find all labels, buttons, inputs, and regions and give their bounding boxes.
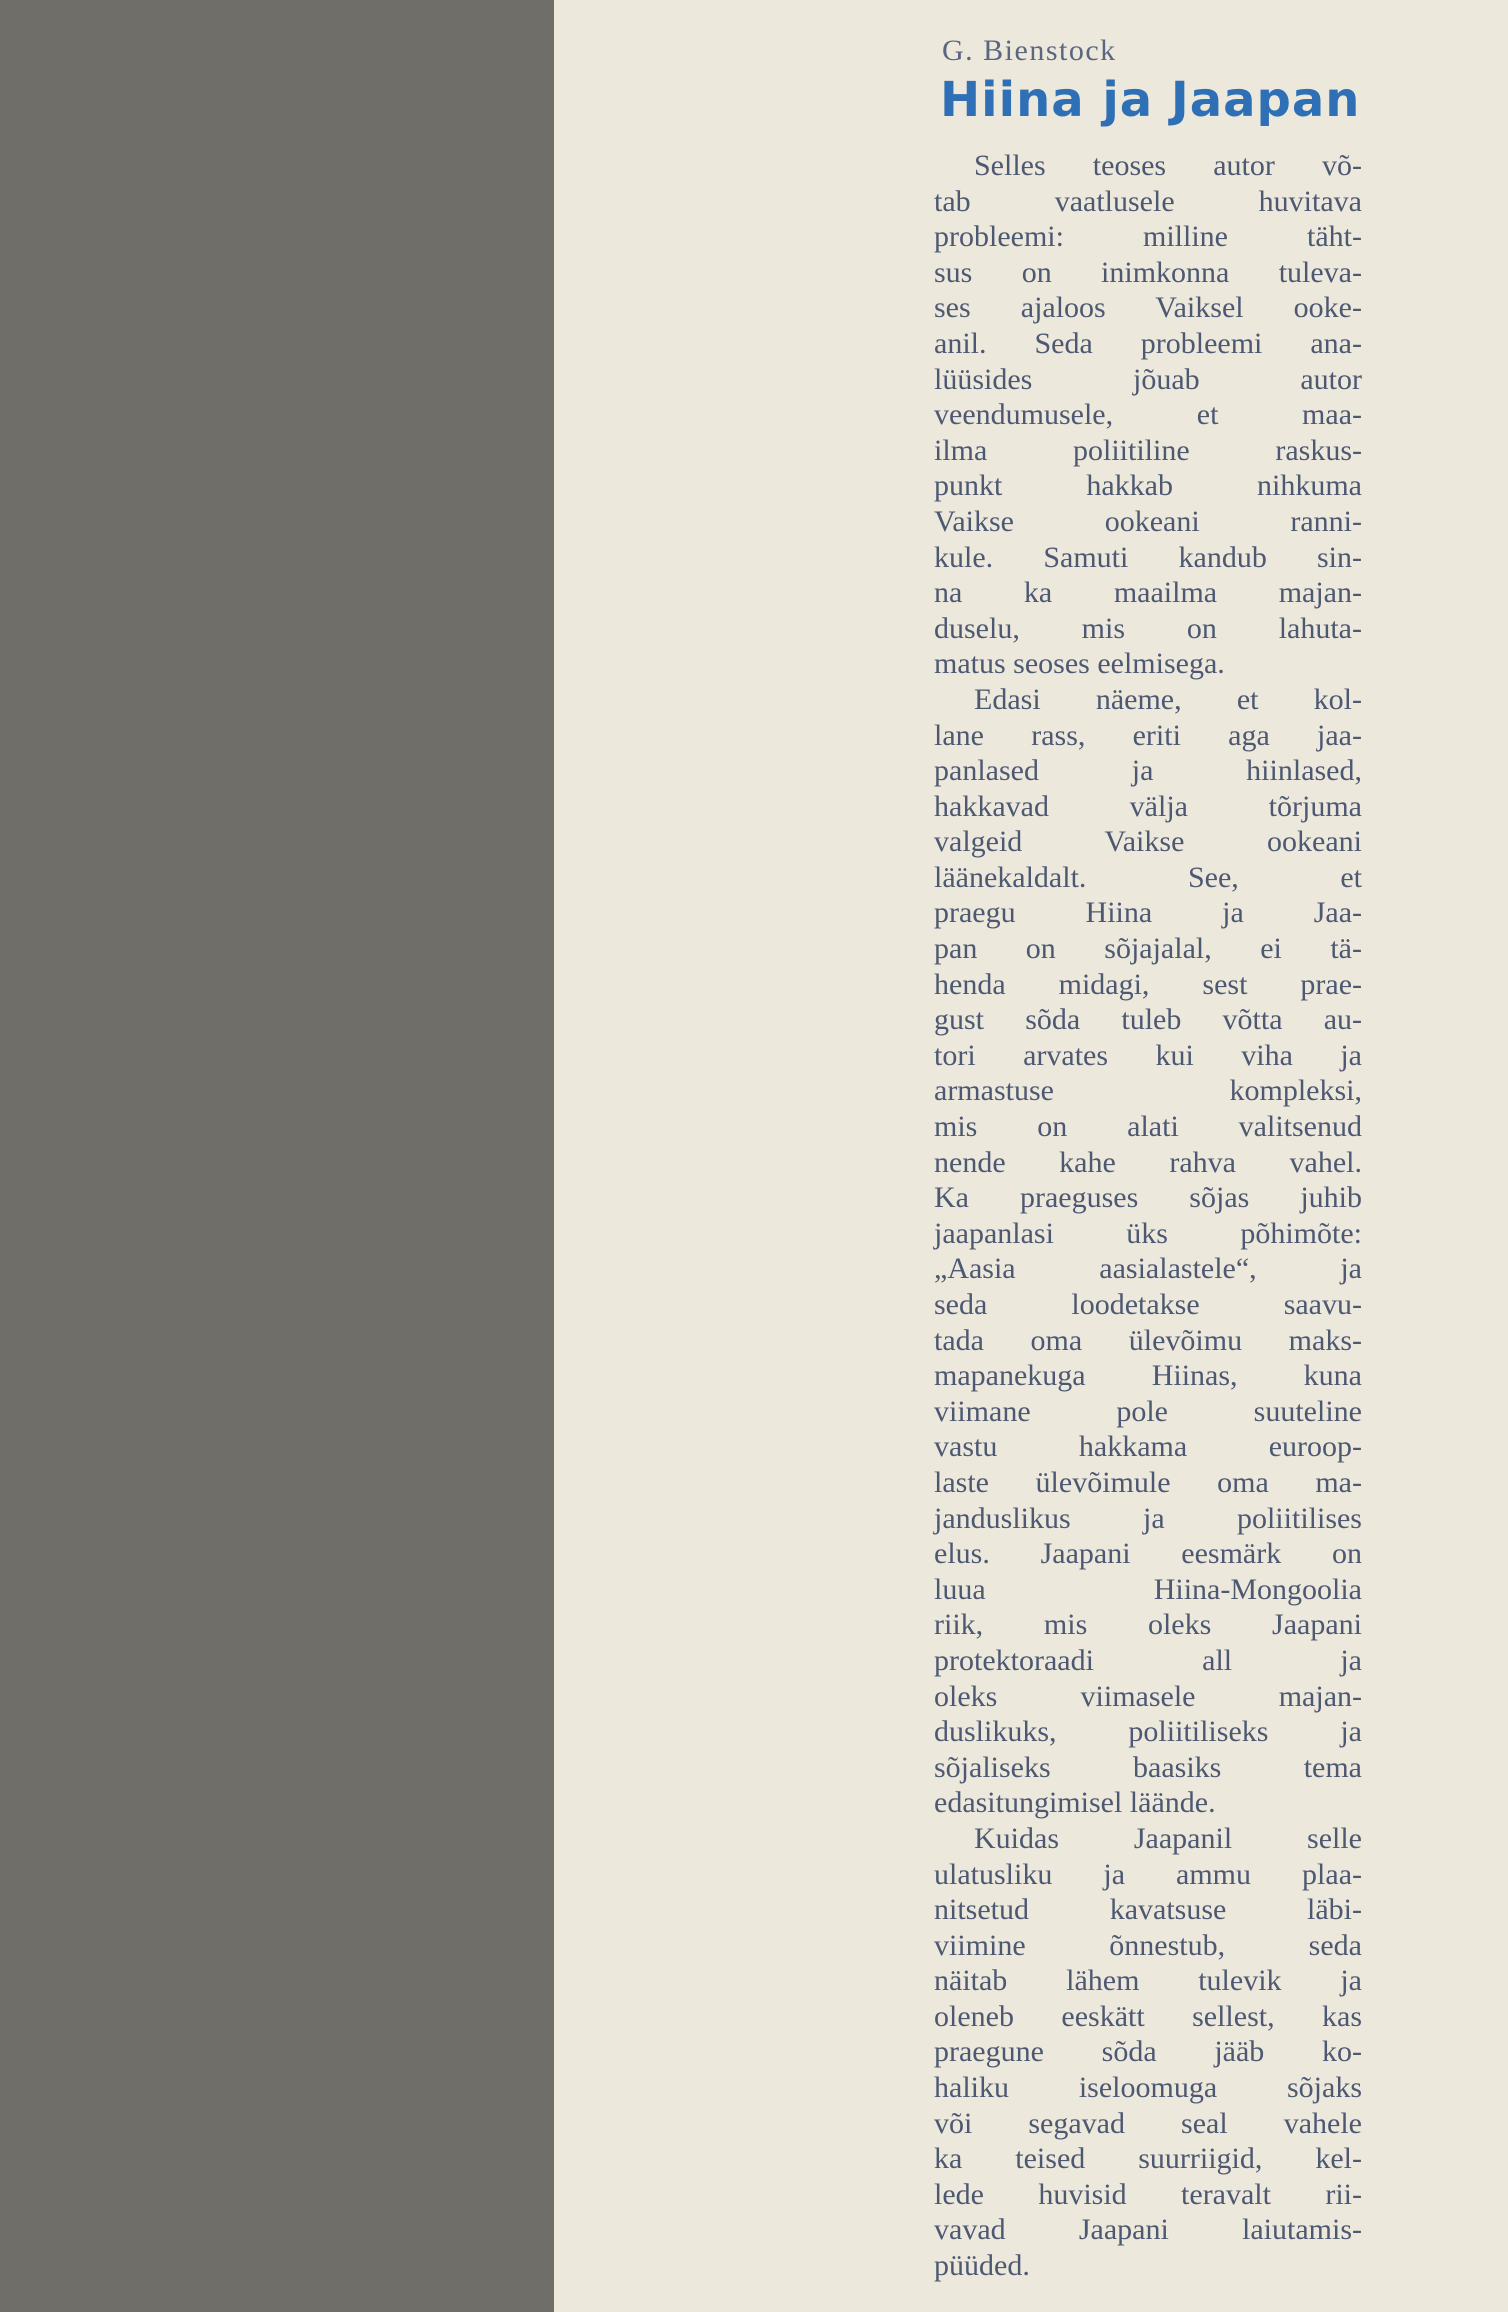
text-line: Edasi näeme, et kol-: [974, 682, 1362, 716]
text-line: viimane pole suuteline: [934, 1394, 1362, 1428]
text-line: veendumusele, et maa-: [934, 398, 1362, 432]
text-line: püüded.: [934, 2249, 1030, 2283]
text-line: praegune sõda jääb ko-: [934, 2035, 1362, 2069]
text-line: panlased ja hiinlased,: [934, 754, 1362, 788]
text-line: ilma poliitiline raskus-: [934, 433, 1362, 467]
text-line: praegu Hiina ja Jaa-: [934, 896, 1362, 930]
text-line: valgeid Vaikse ookeani: [934, 825, 1362, 859]
text-line: oleneb eeskätt sellest, kas: [934, 1999, 1362, 2033]
text-line: luua Hiina-Mongoolia: [934, 1572, 1362, 1606]
article-title: Hiina ja Jaapan: [940, 72, 1361, 128]
text-line: duslikuks, poliitiliseks ja: [934, 1715, 1362, 1749]
text-line: elus. Jaapani eesmärk on: [934, 1537, 1362, 1571]
text-line: läänekaldalt. See, et: [934, 860, 1362, 894]
text-line: tada oma ülevõimu maks-: [934, 1323, 1362, 1357]
text-line: nitsetud kavatsuse läbi-: [934, 1893, 1362, 1927]
text-line: tab vaatlusele huvitava: [934, 184, 1362, 218]
text-line: haliku iseloomuga sõjaks: [934, 2071, 1362, 2105]
text-line: lane rass, eriti aga jaa-: [934, 718, 1362, 752]
text-line: probleemi: milline täht-: [934, 220, 1362, 254]
text-line: ulatusliku ja ammu plaa-: [934, 1857, 1362, 1891]
article-column: [934, 34, 1362, 2284]
text-line: kule. Samuti kandub sin-: [934, 540, 1362, 574]
text-line: sõjaliseks baasiks tema: [934, 1750, 1362, 1784]
text-line: edasitungimisel läände.: [934, 1786, 1216, 1820]
text-line: vastu hakkama euroop-: [934, 1430, 1362, 1464]
text-line: ses ajaloos Vaiksel ooke-: [934, 291, 1362, 325]
text-line: mapanekuga Hiinas, kuna: [934, 1359, 1362, 1393]
text-line: viimine õnnestub, seda: [934, 1928, 1362, 1962]
article-body: [934, 148, 1362, 2284]
text-line: punkt hakkab nihkuma: [934, 469, 1362, 503]
text-line: na ka maailma majan-: [934, 576, 1362, 610]
text-line: või segavad seal vahele: [934, 2106, 1362, 2140]
text-line: protektoraadi all ja: [934, 1643, 1362, 1677]
text-line: armastuse kompleksi,: [934, 1074, 1362, 1108]
text-line: mis on alati valitsenud: [934, 1110, 1362, 1144]
text-line: oleks viimasele majan-: [934, 1679, 1362, 1713]
author-name: G. Bienstock: [942, 34, 1117, 67]
text-line: vavad Jaapani laiutamis-: [934, 2213, 1362, 2247]
text-line: duselu, mis on lahuta-: [934, 611, 1362, 645]
text-line: sus on inimkonna tuleva-: [934, 255, 1362, 289]
text-line: „Aasia aasialastele“, ja: [934, 1252, 1362, 1286]
text-line: anil. Seda probleemi ana-: [934, 326, 1362, 360]
text-line: Selles teoses autor võ-: [974, 149, 1362, 182]
text-line: tori arvates kui viha ja: [934, 1038, 1362, 1072]
text-line: seda loodetakse saavu-: [934, 1288, 1362, 1321]
text-line: laste ülevõimule oma ma-: [934, 1465, 1362, 1499]
text-line: nende kahe rahva vahel.: [934, 1145, 1362, 1179]
text-line: riik, mis oleks Jaapani: [934, 1608, 1362, 1642]
text-line: lüüsides jõuab autor: [934, 362, 1362, 396]
text-line: gust sõda tuleb võtta au-: [934, 1003, 1362, 1037]
text-line: lede huvisid teravalt rii-: [934, 2177, 1362, 2211]
text-line: hakkavad välja tõrjuma: [934, 789, 1362, 823]
text-line: näitab lähem tulevik ja: [934, 1964, 1362, 1998]
text-line: Kuidas Jaapanil selle: [974, 1821, 1362, 1855]
text-line: henda midagi, sest prae-: [934, 967, 1362, 1001]
text-line: pan on sõjajalal, ei tä-: [934, 932, 1362, 966]
text-line: jaapanlasi üks põhimõte:: [934, 1216, 1362, 1250]
gray-spine-band: [0, 0, 554, 2312]
text-line: ka teised suurriigid, kel-: [934, 2142, 1362, 2176]
text-line: janduslikus ja poliitilises: [934, 1501, 1362, 1535]
text-line: Ka praeguses sõjas juhib: [934, 1181, 1362, 1215]
text-line: Vaikse ookeani ranni-: [934, 504, 1362, 538]
text-line: matus seoses eelmisega.: [934, 647, 1225, 681]
